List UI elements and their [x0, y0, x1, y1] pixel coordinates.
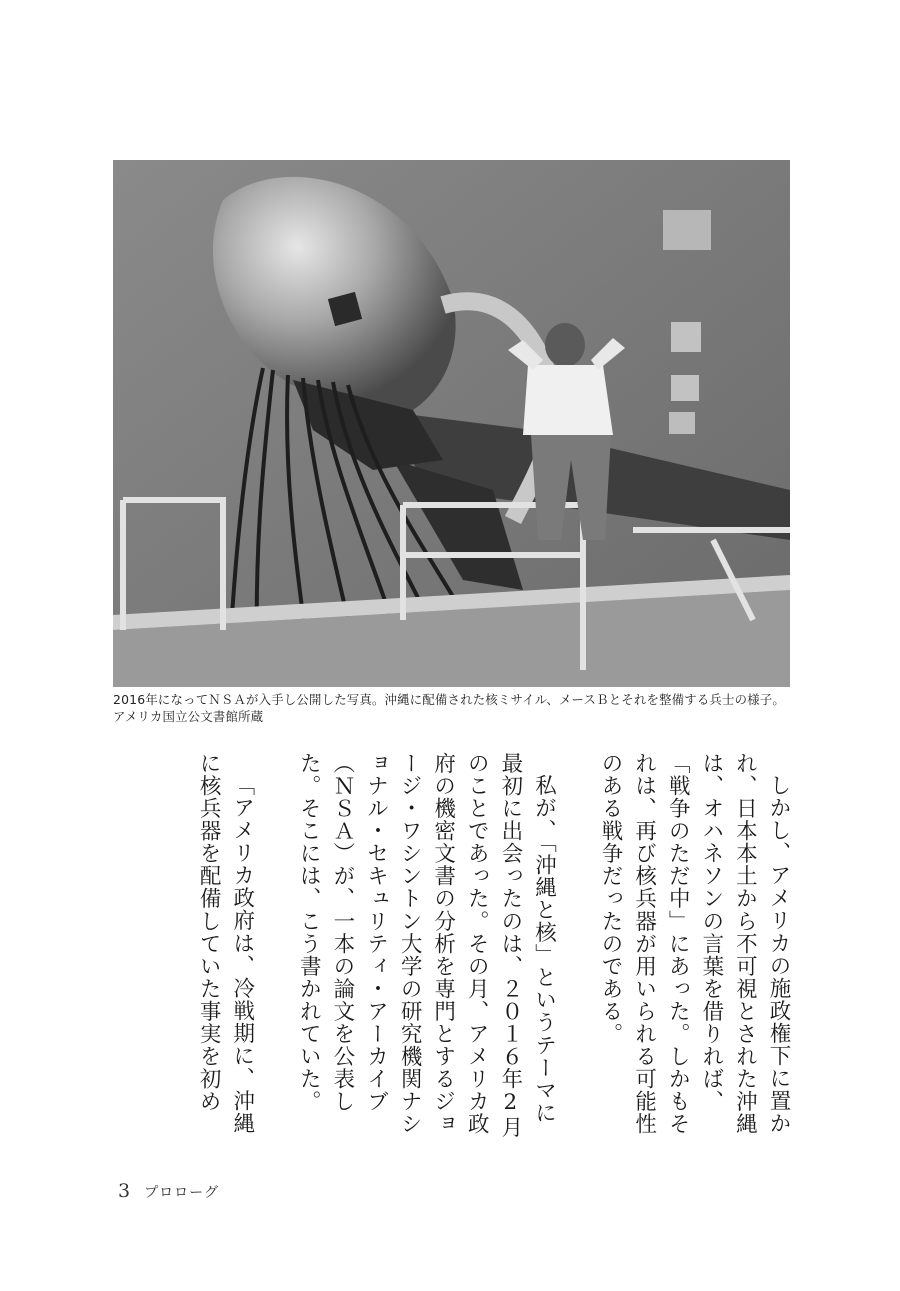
page-footer [118, 1180, 219, 1202]
missile-photo [113, 160, 790, 687]
paragraph-1: しかし、アメリカの施政権下に置かれ、日本本土から不可視とされた沖縄は、オハネソンの言葉を借りれば、「戦争のただ中」にあった。しかもそれは、再び核兵器が用いられる可能性のある戦争だったのである。 [598, 752, 791, 1136]
photo-caption: 2016年になってＮＳＡが入手し公開した写真。沖縄に配備された核ミサイル、メースＢとそれを整備する兵士の様子。アメリカ国立公文書館所蔵 [113, 692, 785, 724]
running-head: プロローグ [144, 1185, 220, 1201]
paragraph-3: 「アメリカ政府は、冷戦期に、沖縄に核兵器を配備していた事実を初め [196, 752, 255, 1135]
body-text [95, 752, 795, 1142]
page-number: 3 [118, 1180, 131, 1202]
paragraph-2: 私が、「沖縄と核」というテーマに最初に出会ったのは、２０１６年2月のことであった。その月、アメリカ政府の機密文書の分析を専門とするジョージ・ワシントン大学の研究機関ナショナル・セキュリティ・アーカイブ（ＮＳＡ）が、一本の論文を公表した。そこには、こう書かれていた。 [296, 752, 557, 1139]
